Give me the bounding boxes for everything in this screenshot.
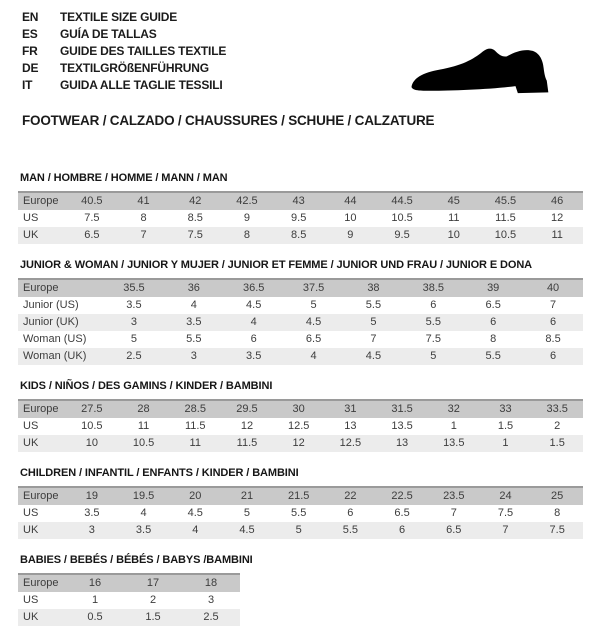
size-cell: 33.5	[546, 403, 568, 415]
size-cell: 8	[140, 212, 147, 224]
size-table	[18, 573, 240, 626]
size-cell: 27.5	[81, 403, 103, 415]
size-cell: 44	[344, 195, 357, 207]
size-cell: 28	[137, 403, 150, 415]
row-label: UK	[23, 611, 39, 623]
size-cell: 1	[502, 437, 509, 449]
size-cell: 8	[243, 229, 251, 241]
size-cell: 20	[189, 490, 202, 502]
size-cell: 6.5	[446, 524, 462, 536]
size-cell: 21	[240, 490, 254, 502]
size-cell: 12	[551, 212, 564, 224]
size-cell: 32	[447, 403, 460, 415]
size-cell: 5.5	[365, 299, 382, 311]
size-cell: 4	[140, 507, 147, 519]
table-row	[18, 592, 240, 609]
table-title: CHILDREN / INFANTIL / ENFANTS / KINDER / BAMBINI	[20, 467, 299, 479]
size-cell: 13	[395, 437, 409, 449]
size-cell: 7	[550, 299, 557, 311]
size-cell: 11.5	[184, 420, 206, 432]
size-table-section-junior	[18, 259, 583, 365]
table-row	[18, 297, 583, 314]
size-cell: 16	[88, 577, 102, 589]
size-cell: 1.5	[145, 611, 161, 623]
size-cell: 4.5	[365, 350, 382, 362]
size-cell: 13	[344, 420, 357, 432]
table-row	[18, 210, 583, 227]
row-label: Junior (UK)	[23, 316, 79, 328]
table-row	[18, 314, 583, 331]
size-table	[18, 191, 583, 244]
size-cell: 39	[487, 282, 500, 294]
size-cell: 37.5	[302, 282, 325, 294]
size-cell: 0.5	[87, 611, 103, 623]
size-cell: 6	[347, 507, 354, 519]
language-label: GUIDA ALLE TAGLIE TESSILI	[60, 78, 223, 92]
size-cell: 1.5	[549, 437, 565, 449]
size-cell: 9	[243, 212, 251, 224]
row-label: Junior (US)	[23, 299, 79, 311]
size-table-section-man	[18, 172, 583, 244]
size-cell: 44.5	[391, 195, 413, 207]
row-label: US	[23, 507, 39, 519]
language-code: EN	[22, 10, 39, 24]
size-cell: 6.5	[305, 333, 322, 345]
size-cell: 22.5	[391, 490, 413, 502]
size-cell: 8.5	[545, 333, 561, 345]
size-cell: 22	[344, 490, 357, 502]
size-cell: 6.5	[84, 229, 100, 241]
size-cell: 9.5	[291, 212, 307, 224]
size-cell: 28.5	[184, 403, 206, 415]
size-cell: 6.5	[394, 507, 410, 519]
row-label: Europe	[23, 195, 59, 207]
size-cell: 43	[292, 195, 305, 207]
size-cell: 36	[187, 282, 200, 294]
size-cell: 13.5	[391, 420, 413, 432]
size-cell: 45	[447, 195, 460, 207]
size-cell: 5	[295, 524, 302, 536]
size-cell: 2	[149, 594, 157, 606]
size-cell: 7	[370, 333, 377, 345]
size-cell: 6	[430, 299, 437, 311]
size-cell: 4.5	[246, 299, 262, 311]
row-label: Europe	[23, 577, 59, 589]
size-cell: 4	[310, 350, 317, 362]
size-cell: 13.5	[443, 437, 465, 449]
row-label: US	[23, 420, 39, 432]
table-title: BABIES / BEBÉS / BÉBÉS / BABYS /BAMBINI	[20, 554, 253, 566]
table-row	[18, 609, 240, 626]
size-cell: 6	[490, 316, 497, 328]
size-cell: 40.5	[81, 195, 103, 207]
size-cell: 8.5	[291, 229, 307, 241]
language-code: FR	[22, 44, 38, 58]
row-label: Europe	[23, 490, 59, 502]
row-label: Woman (US)	[23, 333, 87, 345]
size-cell: 4	[192, 524, 199, 536]
size-cell: 6	[550, 316, 557, 328]
size-cell: 7	[140, 229, 147, 241]
size-cell: 11	[189, 437, 201, 449]
size-cell: 4	[190, 299, 197, 311]
size-cell: 5.5	[342, 524, 359, 536]
language-code: ES	[22, 27, 38, 41]
row-label: Woman (UK)	[23, 350, 87, 362]
size-table-section-babies	[18, 554, 583, 626]
size-cell: 11	[551, 229, 563, 241]
table-row	[18, 575, 240, 592]
size-cell: 41	[137, 195, 150, 207]
size-table-section-kids	[18, 380, 583, 452]
size-cell: 31.5	[391, 403, 413, 415]
size-cell: 23.5	[443, 490, 465, 502]
size-cell: 7.5	[187, 229, 203, 241]
language-label: GUIDE DES TAILLES TEXTILE	[60, 44, 227, 58]
size-cell: 11.5	[236, 437, 258, 449]
language-row	[22, 9, 600, 26]
size-cell: 6	[250, 333, 257, 345]
size-cell: 3.5	[246, 350, 262, 362]
size-table	[18, 486, 583, 539]
language-label: TEXTILGRÖßENFÜHRUNG	[60, 61, 209, 75]
row-label: Europe	[23, 403, 59, 415]
size-table	[18, 278, 583, 365]
size-cell: 33	[499, 403, 512, 415]
size-cell: 5	[430, 350, 437, 362]
shoe-icon	[390, 29, 580, 115]
size-table	[18, 399, 583, 452]
size-cell: 3	[190, 350, 197, 362]
language-label: TEXTILE SIZE GUIDE	[60, 10, 178, 24]
size-cell: 5.5	[485, 350, 501, 362]
size-cell: 7.5	[497, 507, 514, 519]
row-label: UK	[23, 524, 39, 536]
size-cell: 2	[554, 420, 561, 432]
tables-container	[18, 172, 583, 626]
size-cell: 5	[130, 333, 137, 345]
size-cell: 11.5	[495, 212, 516, 224]
row-label: US	[23, 212, 39, 224]
language-code: IT	[22, 78, 33, 92]
table-row	[18, 505, 583, 522]
size-cell: 12	[240, 420, 254, 432]
size-cell: 7.5	[425, 333, 441, 345]
row-label: Europe	[23, 282, 59, 294]
size-cell: 40	[546, 282, 560, 294]
table-row	[18, 435, 583, 452]
size-cell: 10.5	[132, 437, 155, 449]
size-cell: 36.5	[242, 282, 265, 294]
size-cell: 11	[448, 212, 460, 224]
size-cell: 18	[204, 577, 218, 589]
size-cell: 1	[450, 420, 457, 432]
size-cell: 9	[347, 229, 354, 241]
row-label: US	[23, 594, 39, 606]
textile-size-guide-page	[0, 9, 600, 623]
category-heading: FOOTWEAR / CALZADO / CHAUSSURES / SCHUHE / CALZATURE	[22, 113, 435, 128]
size-cell: 4.5	[187, 507, 203, 519]
size-cell: 31	[344, 403, 357, 415]
size-cell: 2.5	[203, 611, 219, 623]
size-cell: 7	[502, 524, 509, 536]
size-cell: 46	[551, 195, 564, 207]
size-cell: 1.5	[497, 420, 514, 432]
table-row	[18, 193, 583, 210]
size-cell: 42	[189, 195, 202, 207]
row-label: UK	[23, 229, 39, 241]
size-cell: 10	[344, 212, 357, 224]
table-row	[18, 280, 583, 297]
size-cell: 10	[85, 437, 98, 449]
size-cell: 3	[88, 524, 95, 536]
size-cell: 10.5	[81, 420, 103, 432]
size-cell: 12	[292, 437, 305, 449]
size-cell: 9.5	[394, 229, 410, 241]
size-cell: 5	[370, 316, 377, 328]
size-cell: 19.5	[132, 490, 155, 502]
size-cell: 1	[91, 594, 99, 606]
size-cell: 3.5	[84, 507, 100, 519]
size-cell: 5.5	[186, 333, 202, 345]
size-cell: 5.5	[425, 316, 441, 328]
size-cell: 7.5	[84, 212, 100, 224]
row-label: UK	[23, 437, 39, 449]
table-row	[18, 401, 583, 418]
size-cell: 10.5	[391, 212, 413, 224]
size-cell: 21.5	[287, 490, 310, 502]
language-label: GUÍA DE TALLAS	[60, 27, 157, 41]
table-title: MAN / HOMBRE / HOMME / MANN / MAN	[20, 172, 228, 184]
size-cell: 3.5	[126, 299, 142, 311]
size-cell: 35.5	[123, 282, 145, 294]
size-cell: 19	[85, 490, 98, 502]
size-cell: 29.5	[236, 403, 258, 415]
size-cell: 3	[130, 316, 137, 328]
size-cell: 11	[137, 420, 150, 432]
size-cell: 12.5	[339, 437, 362, 449]
size-cell: 7	[450, 507, 457, 519]
size-cell: 2.5	[126, 350, 142, 362]
table-title: KIDS / NIÑOS / DES GAMINS / KINDER / BAMBINI	[20, 380, 273, 392]
size-cell: 7.5	[549, 524, 565, 536]
table-row	[18, 488, 583, 505]
size-cell: 4	[250, 316, 257, 328]
size-cell: 3.5	[135, 524, 152, 536]
table-row	[18, 522, 583, 539]
size-cell: 6	[550, 350, 557, 362]
size-cell: 17	[146, 577, 160, 589]
table-row	[18, 418, 583, 435]
size-cell: 45.5	[494, 195, 517, 207]
size-cell: 5.5	[291, 507, 307, 519]
size-cell: 4.5	[239, 524, 255, 536]
size-cell: 8	[490, 333, 497, 345]
table-row	[18, 227, 583, 244]
table-title: JUNIOR & WOMAN / JUNIOR Y MUJER / JUNIOR ET FEMME / JUNIOR UND FRAU / JUNIOR E DONA	[20, 259, 533, 271]
size-cell: 6	[399, 524, 406, 536]
size-cell: 24	[499, 490, 512, 502]
size-cell: 8.5	[187, 212, 203, 224]
size-table-section-children	[18, 467, 583, 539]
size-cell: 4.5	[305, 316, 322, 328]
size-cell: 42.5	[236, 195, 258, 207]
size-cell: 12.5	[287, 420, 310, 432]
size-cell: 5	[243, 507, 251, 519]
size-cell: 3.5	[186, 316, 202, 328]
size-cell: 8	[554, 507, 561, 519]
size-cell: 10	[447, 229, 460, 241]
size-cell: 30	[292, 403, 305, 415]
size-cell: 5	[310, 299, 317, 311]
size-cell: 38.5	[422, 282, 445, 294]
size-cell: 25	[551, 490, 564, 502]
size-cell: 10.5	[494, 229, 517, 241]
size-cell: 6.5	[485, 299, 501, 311]
table-row	[18, 348, 583, 365]
size-cell: 3	[207, 594, 215, 606]
size-cell: 38	[367, 282, 380, 294]
table-row	[18, 331, 583, 348]
language-code: DE	[22, 61, 39, 75]
